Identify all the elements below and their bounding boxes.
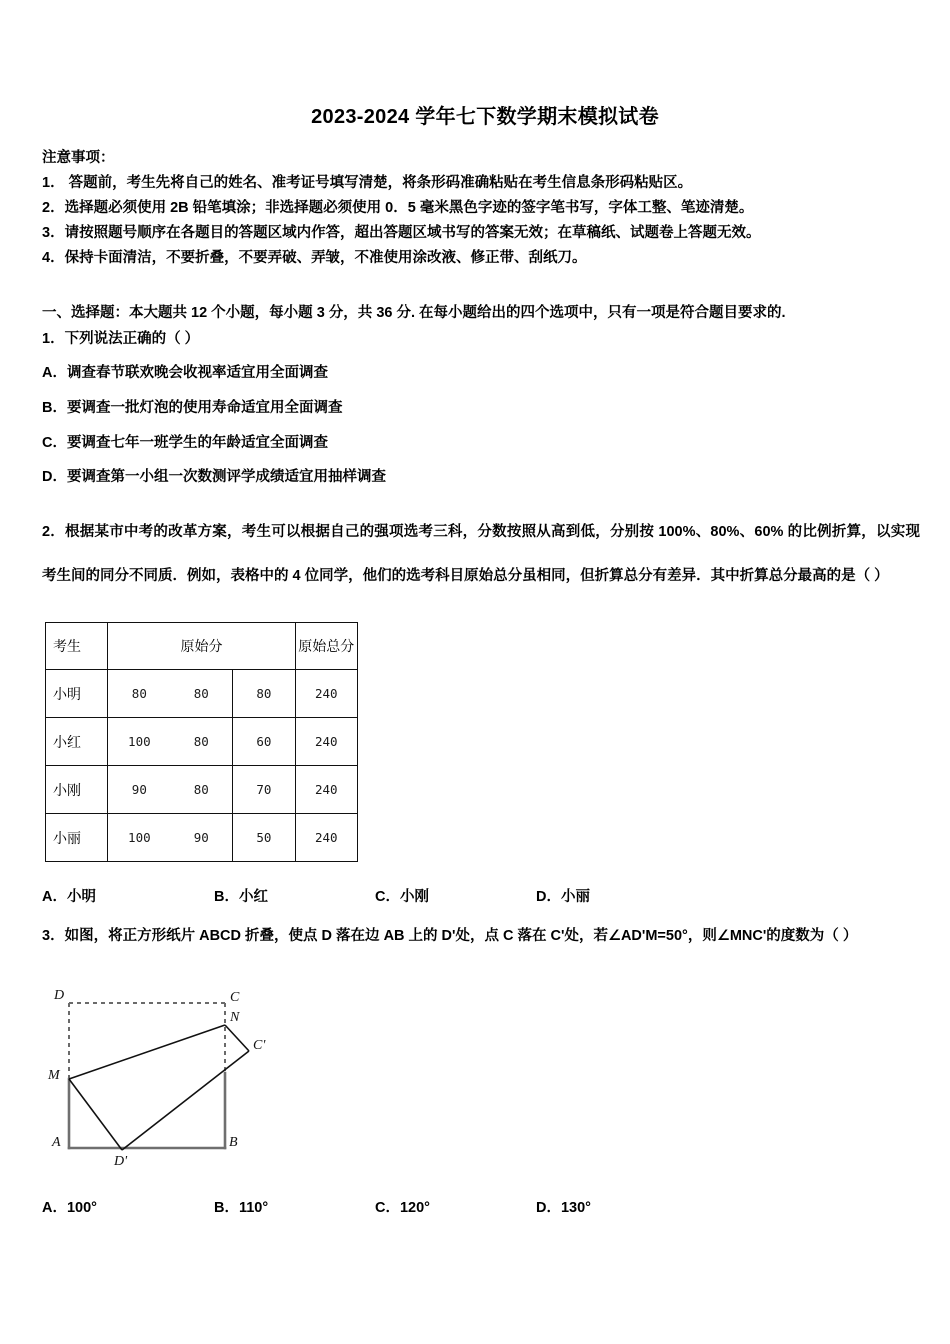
- question-1-option-c[interactable]: C．要调查七年一班学生的年龄适宜全面调查: [42, 435, 328, 451]
- notice-block: [42, 146, 912, 271]
- table-header-raw-total: 原始总分: [295, 623, 357, 670]
- question-1-option-b[interactable]: B．要调查一批灯泡的使用寿命适宜用全面调查: [42, 400, 343, 416]
- question-2-option-c[interactable]: C．小刚: [375, 889, 429, 905]
- question-2-option-a[interactable]: A．小明: [42, 889, 96, 905]
- row-4-score-2: 90: [170, 814, 232, 862]
- row-2-score-2: 80: [170, 718, 232, 766]
- figure-label-D: D: [54, 988, 65, 1003]
- table-header-candidate: 考生: [46, 623, 108, 670]
- question-2-option-b[interactable]: B．小红: [214, 889, 268, 905]
- segment-MDprime: [69, 1079, 122, 1150]
- table-header-raw-score: 原始分: [108, 623, 295, 670]
- row-3-score-1: 90: [108, 766, 170, 814]
- question-3-option-d[interactable]: D．130°: [536, 1200, 591, 1216]
- section-heading-multiple-choice: 一、选择题：本大题共 12 个小题，每小题 3 分，共 36 分. 在每小题给出的四个选项中，只有一项是符合题目要求的.: [42, 305, 786, 321]
- notice-line-3: 3．请按照题号顺序在各题目的答题区域内作答，超出答题区域书写的答案无效；在草稿纸、试题卷上答题无效。: [42, 225, 761, 241]
- question-2-answer-row: [42, 885, 742, 907]
- row-1-score-2: 80: [170, 670, 232, 718]
- figure-label-A: A: [52, 1135, 61, 1150]
- row-4-total: 240: [295, 814, 357, 862]
- notice-heading: 注意事项：: [42, 150, 115, 166]
- table-row: [46, 718, 358, 766]
- question-1-option-a[interactable]: A．调查春节联欢晚会收视率适宜用全面调查: [42, 365, 328, 381]
- row-1-total: 240: [295, 670, 357, 718]
- row-2-total: 240: [295, 718, 357, 766]
- notice-line-4: 4．保持卡面清洁，不要折叠，不要弄破、弄皱，不准使用涂改液、修正带、刮纸刀。: [42, 250, 587, 266]
- row-4-score-3: 50: [233, 814, 295, 862]
- fold-line-MN: [69, 1025, 225, 1079]
- figure-label-B: B: [229, 1135, 238, 1150]
- row-2-name: 小红: [46, 718, 108, 766]
- question-2-option-d[interactable]: D．小丽: [536, 889, 590, 905]
- question-1-option-d[interactable]: D．要调查第一小组一次数测评学成绩适宜用抽样调查: [42, 469, 386, 485]
- question-3-stem: 3．如图，将正方形纸片 ABCD 折叠，使点 D 落在边 AB 上的 D'处，点 C 落在 C'处，若∠AD'M=50°，则∠MNC'的度数为（ ）: [42, 928, 858, 944]
- notice-line-2: 2．选择题必须使用 2B 铅笔填涂；非选择题必须使用 0．5 毫米黑色字迹的签字笔书写，字体工整、笔迹清楚。: [42, 200, 754, 216]
- segment-NCprime: [225, 1025, 249, 1051]
- row-4-score-1: 100: [108, 814, 170, 862]
- figure-label-D-prime: D': [114, 1154, 128, 1169]
- score-table: [45, 622, 358, 862]
- page-title: 2023-2024 学年七下数学期末模拟试卷: [311, 106, 659, 128]
- row-1-score-1: 80: [108, 670, 170, 718]
- row-3-total: 240: [295, 766, 357, 814]
- row-2-score-1: 100: [108, 718, 170, 766]
- question-2-stem: 2．根据某市中考的改革方案，考生可以根据自己的强项选考三科，分数按照从高到低，分别按 100%、80%、60% 的比例折算，以实现考生间的同分不同质．例如，表格中的 4 位同学，他们的选考科目原始总分虽相同，但折算总分有差异．其中折算总分最高的是（ ）: [42, 524, 920, 584]
- question-1-stem: 1．下列说法正确的（ ）: [42, 331, 200, 347]
- row-3-name: 小刚: [46, 766, 108, 814]
- table-row: [46, 814, 358, 862]
- row-4-name: 小丽: [46, 814, 108, 862]
- figure-label-C-prime: C': [253, 1038, 266, 1053]
- row-3-score-2: 80: [170, 766, 232, 814]
- question-3-figure: [38, 985, 298, 1170]
- table-row: [46, 670, 358, 718]
- question-3-answer-row: [42, 1196, 742, 1218]
- notice-line-1: 1． 答题前，考生先将自己的姓名、准考证号填写清楚，将条形码准确粘贴在考生信息条形码粘贴区。: [42, 175, 693, 191]
- figure-label-C: C: [230, 990, 240, 1005]
- row-3-score-3: 70: [233, 766, 295, 814]
- figure-label-M: M: [48, 1068, 60, 1083]
- table-row: [46, 766, 358, 814]
- question-3-option-a[interactable]: A．100°: [42, 1200, 97, 1216]
- question-3-option-c[interactable]: C．120°: [375, 1200, 430, 1216]
- original-square-dashed-edges: [69, 1003, 225, 1079]
- row-1-name: 小明: [46, 670, 108, 718]
- row-2-score-3: 60: [233, 718, 295, 766]
- row-1-score-3: 80: [233, 670, 295, 718]
- table-header-row: [46, 623, 358, 670]
- figure-label-N: N: [230, 1010, 240, 1025]
- folded-flap-outline: [69, 1025, 249, 1150]
- question-3-option-b[interactable]: B．110°: [214, 1200, 269, 1216]
